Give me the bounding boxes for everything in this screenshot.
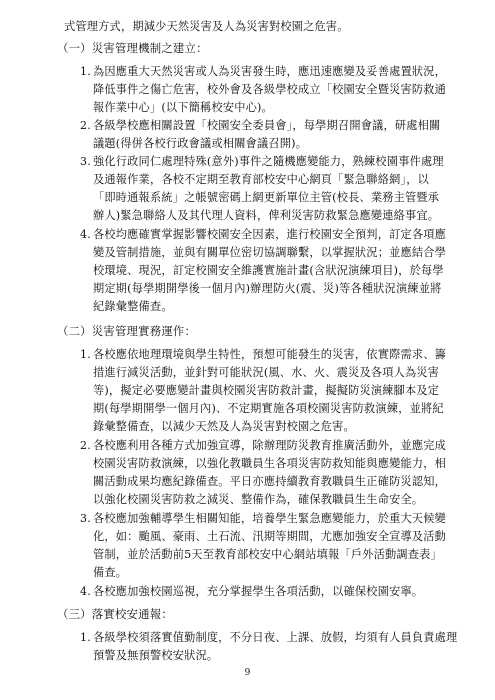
paragraph-line: 化，如：颱風、豪雨、土石流、汛期等期間，尤應加強安全宣導及活動: [93, 530, 447, 543]
paragraph-line: 校環境、現況，訂定校園安全維護實施計畫(含狀況演練項目)，於每學: [93, 264, 444, 277]
paragraph-line: 校園災害防救演練，以強化教職員生各項災害防救知能與應變能力，相: [93, 457, 447, 470]
paragraph-line: 各級學校應相關設置「校園安全委員會」，每學期召開會議，研處相關: [93, 119, 441, 132]
paragraph-line: 備查。: [93, 566, 128, 579]
section-heading: （一）災害管理機制之建立：: [57, 41, 208, 55]
paragraph-line: 各級學校須落實值勤制度，不分日夜、上課、放假，均須有人員負責處理: [93, 631, 458, 644]
paragraph-line: 各校應加強校園巡視，充分掌握學生各項活動，以確保校園安寧。: [93, 585, 424, 598]
paragraph-line: 等)，擬定必要應變計畫與校園災害防救計畫，擬擬防災演練腳本及定: [93, 384, 440, 397]
paragraph-line: 各校應加強輔導學生相關知能，培養學生緊急應變能力，於重大天候變: [93, 512, 447, 525]
paragraph-line: 錄彙整備查，以減少天然及人為災害對校園之危害。: [93, 420, 355, 433]
item-number: 3.: [80, 155, 91, 168]
item-number: 1.: [80, 65, 91, 78]
paragraph-line: 期(每學期開學一個月內)、不定期實施各項校園災害防救演練，並將紀: [93, 402, 444, 415]
item-number: 1.: [80, 631, 91, 644]
page-number: 9: [244, 668, 251, 678]
paragraph-line: 辦人)緊急聯絡人及其代理人資料，俾利災害防救緊急應變連絡事宜。: [93, 209, 440, 222]
paragraph-line: 預警及無預警校安狀況。: [93, 649, 219, 662]
intro-text: 式管理方式，期減少天然災害及人為災害對校園之危害。: [64, 20, 349, 33]
paragraph-line: 降低事件之傷亡危害，校外會及各級學校成立「校園安全暨災害防救通: [93, 83, 447, 96]
item-number: 2.: [80, 439, 91, 452]
item-number: 4.: [80, 585, 91, 598]
paragraph-line: 各校均應確實掌握影響校園安全因素，進行校園安全預判，訂定各項應: [93, 228, 447, 241]
paragraph-line: 措進行減災活動，並針對可能狀況(風、水、火、震災及各項人為災害: [93, 366, 440, 379]
paragraph-line: 強化行政同仁處理特殊(意外)事件之隨機應變能力，熟練校園事件處理: [93, 155, 444, 168]
paragraph-line: 紀錄彙整備查。: [93, 300, 173, 313]
paragraph-line: 為因應重大天然災害或人為災害發生時，應迅速應變及妥善處置狀況，: [93, 65, 447, 78]
paragraph-line: 變及管制措施，並與有關單位密切協調聯繫，以掌握狀況；並應結合學: [93, 246, 447, 259]
paragraph-line: 「即時通報系統」之帳號密碼上網更新單位主管(校長、業務主管暨承: [93, 191, 440, 204]
paragraph-line: 以強化校園災害防救之減災、整備作為，確保教職員生生命安全。: [93, 493, 424, 506]
paragraph-line: 報作業中心」(以下簡稱校安中心)。: [93, 101, 273, 114]
paragraph-line: 議題(得併各校行政會議或相關會議召開)。: [93, 137, 308, 150]
paragraph-line: 關活動成果均應紀錄備查。平日亦應持續教育教職員生正確防災認知，: [93, 475, 447, 488]
section-heading: （三）落實校安通報：: [57, 607, 173, 621]
item-number: 1.: [80, 348, 91, 361]
item-number: 4.: [80, 228, 91, 241]
paragraph-line: 管制，並於活動前5天至教育部校安中心網站填報「戶外活動調查表」: [93, 548, 442, 561]
paragraph-line: 期定期(每學期開學後一個月內)辦理防火(震、災)等各種狀況演練並將: [93, 282, 442, 295]
paragraph-line: 各校應利用各種方式加強宣導，除辦理防災教育推廣活動外，並應完成: [93, 439, 447, 452]
paragraph-line: 各校應依地理環境與學生特性，預想可能發生的災害，依實際需求、籌: [93, 348, 447, 361]
paragraph-line: 及通報作業，各校不定期至教育部校安中心網頁「緊急聯絡網」，以: [93, 173, 430, 186]
item-number: 2.: [80, 119, 91, 132]
item-number: 3.: [80, 512, 91, 525]
section-heading: （二）災害管理實務運作：: [57, 324, 197, 338]
